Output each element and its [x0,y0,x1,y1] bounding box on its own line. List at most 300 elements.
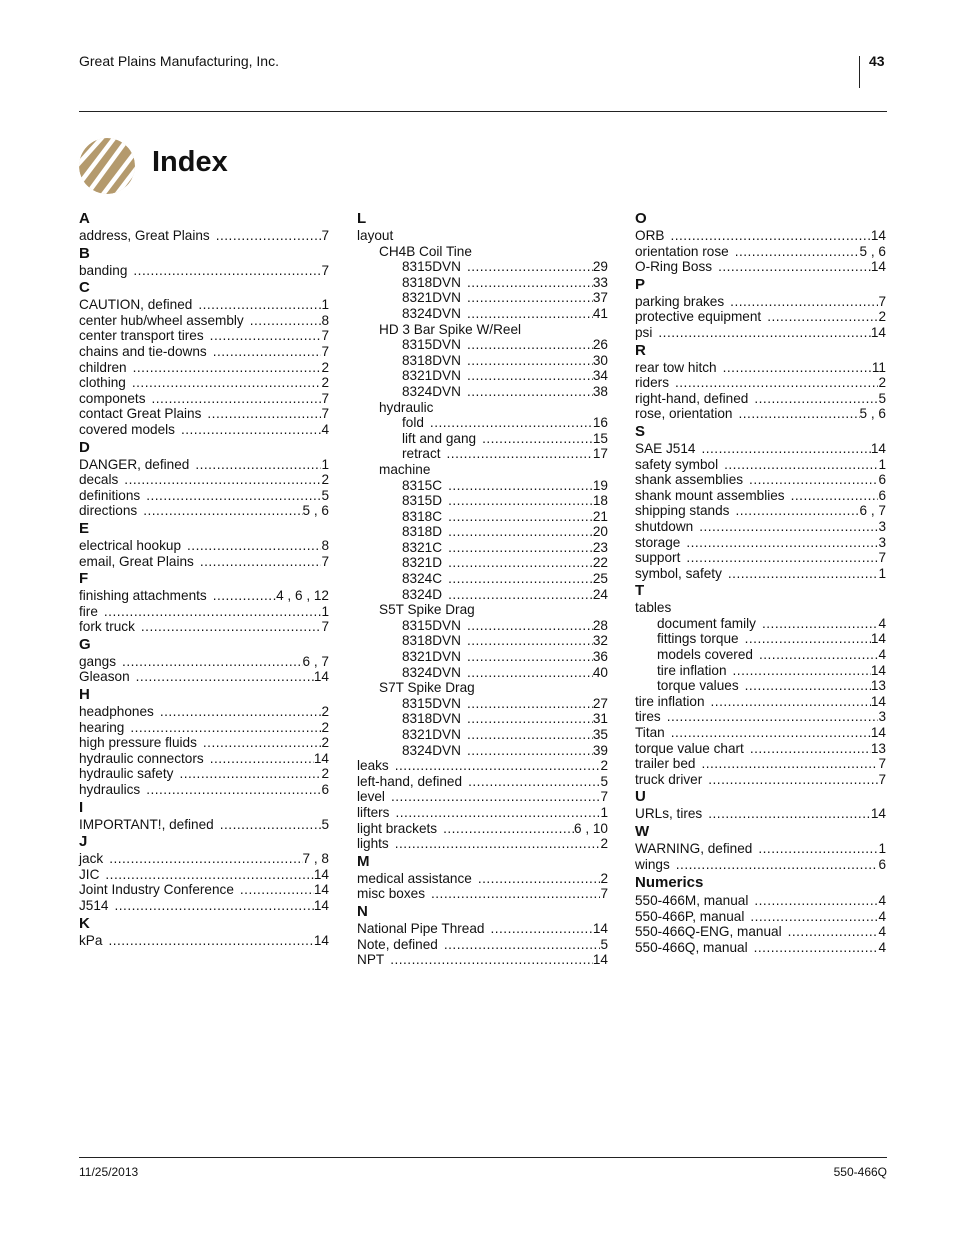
index-term: fire [79,603,98,619]
page-reference: 5 [600,773,608,789]
index-term: 8324DVN [402,664,461,680]
dot-leader [468,774,600,790]
page-reference: 6 , 10 [573,820,608,836]
dot-leader [723,360,872,376]
page-reference: 4 [878,924,886,940]
index-entry [357,228,608,244]
index-entry [79,735,329,751]
dot-leader [395,758,601,774]
dot-leader [146,488,321,504]
index-term: riders [635,375,669,391]
index-term: hydraulic connectors [79,750,204,766]
dot-leader [745,678,871,694]
index-term: IMPORTANT!, defined [79,816,214,832]
index-term: torque value chart [635,740,744,756]
page-reference: 14 [313,882,329,898]
page-reference: 5 , 6 [859,406,886,422]
index-term: 8315DVN [402,695,461,711]
dot-leader [749,472,878,488]
index-entry [635,441,886,457]
index-term: electrical hookup [79,537,182,553]
index-entry [79,766,329,782]
index-term: 8324D [402,586,443,602]
index-term: leaks [357,758,389,774]
index-entry [79,375,329,391]
index-term: 8321DVN [402,290,461,306]
index-entry [79,604,329,620]
dot-leader [448,493,593,509]
dot-leader [198,297,321,313]
index-subentry [357,727,608,743]
index-term: 8324DVN [402,742,461,758]
index-term: tire inflation [657,662,727,678]
index-letter-heading: L [357,210,367,227]
dot-leader [754,893,878,909]
index-term: support [635,550,681,566]
index-letter-heading: H [79,686,90,704]
index-subentry [357,446,608,462]
index-term: ORB [635,228,665,243]
index-term: tire inflation [635,693,705,709]
page-reference: 5 [878,390,886,406]
page-reference: 1 [878,456,886,472]
index-entry [635,756,886,772]
index-term: jack [79,851,104,867]
page-reference: 32 [592,633,608,649]
index-entry [79,328,329,344]
page-reference: 25 [592,571,608,587]
page-reference: 6 [878,472,886,488]
page-reference: 2 [600,870,608,886]
page-reference: 3 [878,534,886,550]
index-term: hydraulics [79,782,141,798]
index-term: HD 3 Bar Spike W/Reel [379,321,522,337]
page-reference: 14 [313,932,329,948]
index-column-1 [79,210,329,948]
index-letter-heading: M [357,852,370,870]
index-entry [635,488,886,504]
dot-leader [439,400,608,416]
index-entry [79,933,329,949]
page-reference: 6 , 7 [302,653,329,669]
dot-leader [701,441,870,457]
index-term: safety symbol [635,456,719,472]
index-term: fittings torque [657,631,739,647]
dot-leader [478,244,608,260]
page-reference: 26 [592,337,608,353]
index-term: O-Ring Boss [635,259,713,275]
page-reference: 40 [592,664,608,680]
index-term: machine [379,461,431,477]
index-entry [635,294,886,310]
index-term: lift and gang [402,430,477,446]
page-reference: 2 [321,472,329,488]
index-letter-heading: I [79,798,84,816]
index-term: SAE J514 [635,440,696,456]
page-reference: 14 [313,669,329,685]
page-reference: 31 [592,711,608,727]
page-reference: 39 [592,742,608,758]
page-reference: 5 [321,816,329,832]
dot-leader [467,711,593,727]
page-reference: 21 [592,508,608,524]
footer-doc-number: 550-466Q [833,1165,887,1179]
dot-leader [207,406,321,422]
index-letter-heading: D [79,438,90,456]
index-term: 8318C [402,508,443,524]
index-term: fold [402,415,424,431]
index-term: 8324DVN [402,305,461,321]
index-term: 8321DVN [402,368,461,384]
page-reference: 14 [870,725,886,741]
index-column-2 [357,210,608,968]
dot-leader [104,604,322,620]
dot-leader [210,328,322,344]
index-entry [635,228,886,244]
index-term: 8321DVN [402,727,461,742]
page-reference: 2 [321,375,329,391]
index-subentry [635,647,886,663]
index-term: J514 [79,898,109,913]
page-reference: 14 [592,952,608,968]
index-term: parking brakes [635,293,725,309]
dot-leader [671,725,871,741]
page-reference: 1 [878,841,886,856]
index-term: misc boxes [357,886,425,902]
index-term: S7T Spike Drag [379,680,475,696]
index-term: orientation rose [635,243,729,259]
index-entry [635,535,886,551]
page-reference: 38 [592,383,608,399]
index-entry [635,857,886,873]
index-term: torque values [657,678,739,694]
dot-leader [733,663,871,679]
index-entry [79,297,329,313]
index-entry [79,472,329,488]
page-reference: 5 [321,487,329,503]
page-reference: 4 [321,421,329,437]
page-reference: 4 [878,939,886,955]
dot-leader [758,841,878,857]
dot-leader [467,290,593,306]
dot-leader [467,306,593,322]
dot-leader [467,384,593,400]
dot-leader [141,619,322,635]
index-subentry [357,665,608,681]
page-reference: 14 [313,898,329,913]
dot-leader [478,871,601,887]
index-term: trailer bed [635,756,696,772]
dot-leader [745,631,871,647]
page-reference: 29 [592,259,608,275]
index-entry [635,457,886,473]
index-entry [79,720,329,736]
dot-leader [395,805,600,821]
page-reference: 4 [878,647,886,663]
dot-leader [448,571,593,587]
page-reference: 14 [870,631,886,647]
index-term: light brackets [357,820,438,836]
dot-leader [448,524,593,540]
page-reference: 13 [870,678,886,694]
index-entry [635,360,886,376]
index-term: center hub/wheel assembly [79,312,244,328]
index-letter-heading: O [635,210,647,227]
index-term: headphones [79,704,154,720]
index-letter-heading: T [635,582,645,600]
index-term: gangs [79,653,117,669]
dot-leader [210,751,314,767]
index-letter-heading: S [635,422,646,440]
dot-leader [114,898,313,914]
index-term: 8324C [402,571,443,587]
index-term: models covered [657,647,753,663]
dot-leader [467,649,593,665]
page-reference: 7 [321,343,329,359]
index-entry [357,937,608,953]
index-entry [635,772,886,788]
page-reference: 35 [592,727,608,742]
index-term: CAUTION, defined [79,297,193,313]
index-section-heading: Numerics [635,874,704,892]
dot-leader [467,665,593,681]
index-term: truck driver [635,771,703,787]
index-entry [79,751,329,767]
page-reference: 7 [600,789,608,805]
index-entry [79,882,329,898]
page-reference: 4 [878,893,886,909]
great-plains-logo-icon [78,137,136,195]
index-term: symbol, safety [635,565,722,581]
dot-leader [676,857,879,873]
page-reference: 14 [870,440,886,456]
index-entry [635,841,886,857]
page-reference: 14 [870,806,886,822]
index-term: 8315D [402,493,443,509]
page-reference: 18 [592,493,608,509]
index-term: 8318DVN [402,711,461,727]
index-term: 550-466Q, manual [635,939,748,955]
dot-leader [391,789,600,805]
page-reference: 2 [321,704,329,720]
page-reference: 4 , 6 , 12 [276,588,329,604]
page-reference: 1 [321,456,329,472]
page-reference: 14 [313,750,329,766]
index-letter-heading: G [79,635,91,653]
page-reference: 7 [878,293,886,309]
index-entry [79,554,329,570]
index-entry [635,924,886,940]
index-term: 8318DVN [402,633,461,649]
page-reference: 15 [592,430,608,446]
dot-leader [728,566,879,582]
index-subentry [635,663,886,679]
dot-leader [250,313,322,329]
page-reference: 2 [321,766,329,782]
dot-leader [181,422,321,438]
dot-leader [467,618,593,634]
page-reference: 6 [878,487,886,503]
index-subentry [357,602,608,618]
index-term: hearing [79,719,125,735]
index-term: shank mount assemblies [635,487,785,503]
index-term: 550-466Q-ENG, manual [635,924,782,940]
page-reference: 7 [321,390,329,406]
page-reference: 30 [592,352,608,368]
dot-leader [527,322,608,338]
page-reference: 37 [592,290,608,306]
page-reference: 22 [592,555,608,571]
index-entry [357,836,608,852]
page-reference: 28 [592,617,608,633]
index-subentry [357,571,608,587]
index-subentry [357,353,608,369]
index-subentry [357,680,608,696]
dot-leader [444,937,601,953]
index-term: fork truck [79,619,135,635]
index-term: hydraulic [379,399,434,415]
index-term: 550-466M, manual [635,893,749,909]
page-reference: 7 [321,328,329,344]
index-letter-heading: N [357,902,368,920]
dot-leader [701,756,878,772]
index-letter-heading: K [79,914,90,932]
dot-leader [754,940,879,956]
index-subentry [357,633,608,649]
dot-leader [467,337,593,353]
page-reference: 7 [321,553,329,569]
index-term: Joint Industry Conference [79,882,234,898]
dot-leader [467,633,593,649]
index-term: high pressure fluids [79,735,197,751]
dot-leader [481,602,608,618]
page-reference: 14 [870,324,886,340]
page-reference: 1 [600,804,608,820]
index-entry [357,952,608,968]
dot-leader [762,616,878,632]
page-reference: 19 [592,477,608,493]
index-entry [79,406,329,422]
page-reference: 7 , 8 [302,851,329,867]
dot-leader [750,909,878,925]
index-term: storage [635,534,681,550]
index-subentry [357,555,608,571]
page-reference: 2 [600,836,608,852]
index-term: 8318DVN [402,274,461,290]
index-term: 8321C [402,539,443,555]
dot-leader [708,772,878,788]
dot-leader [467,743,593,759]
index-entry [79,313,329,329]
page-reference: 3 [878,518,886,534]
index-term: NPT [357,952,385,968]
index-entry [79,263,329,279]
index-term: CH4B Coil Tine [379,243,472,259]
page-reference: 13 [870,740,886,756]
index-term: shipping stands [635,503,730,519]
page-reference: 2 [321,359,329,375]
index-term: rear tow hitch [635,359,717,375]
dot-leader [124,472,321,488]
index-term: contact Great Plains [79,406,202,422]
index-entry [635,600,886,616]
footer-rule [79,1157,887,1158]
page-reference: 24 [592,586,608,602]
index-term: shank assemblies [635,472,744,488]
dot-leader [220,817,322,833]
dot-leader [436,462,608,478]
index-subentry [357,275,608,291]
index-term: level [357,789,385,805]
dot-leader [431,886,600,902]
dot-leader [195,457,321,473]
dot-leader [203,735,322,751]
dot-leader [675,375,878,391]
page-reference: 3 [878,709,886,725]
index-letter-heading: E [79,519,90,537]
index-entry [635,503,886,519]
index-term: directions [79,503,138,519]
index-letter-heading: F [79,570,89,588]
page-reference: 7 [878,550,886,566]
page-reference: 6 [321,782,329,798]
dot-leader [467,368,593,384]
dot-leader [686,550,878,566]
index-term: rose, orientation [635,406,733,422]
index-subentry [357,337,608,353]
index-entry [79,422,329,438]
dot-leader [448,587,593,603]
page-reference: 20 [592,524,608,540]
index-term: center transport tires [79,328,204,344]
dot-leader [738,406,859,422]
dot-leader [677,600,886,616]
index-entry [79,457,329,473]
index-subentry [357,540,608,556]
page-reference: 14 [870,259,886,275]
dot-leader [213,344,322,360]
dot-leader [708,806,871,822]
dot-leader [482,431,593,447]
dot-leader [430,415,593,431]
page-reference: 4 [878,908,886,924]
page-reference: 2 [321,719,329,735]
index-subentry [635,678,886,694]
index-term: lifters [357,804,390,820]
page-reference: 27 [592,695,608,711]
dot-leader [122,654,303,670]
index-entry [357,789,608,805]
index-entry [357,886,608,902]
index-entry [79,391,329,407]
index-term: National Pipe Thread [357,920,485,936]
index-entry [79,867,329,883]
index-letter-heading: J [79,833,88,851]
index-subentry [357,368,608,384]
footer-date: 11/25/2013 [79,1165,139,1179]
dot-leader [133,263,321,279]
dot-leader [754,391,878,407]
index-entry [635,259,886,275]
dot-leader [730,294,878,310]
index-term: clothing [79,375,126,391]
index-column-3 [635,210,886,956]
index-entry [635,406,886,422]
index-term: email, Great Plains [79,553,194,569]
dot-leader [109,851,302,867]
index-subentry [357,509,608,525]
dot-leader [467,696,593,712]
